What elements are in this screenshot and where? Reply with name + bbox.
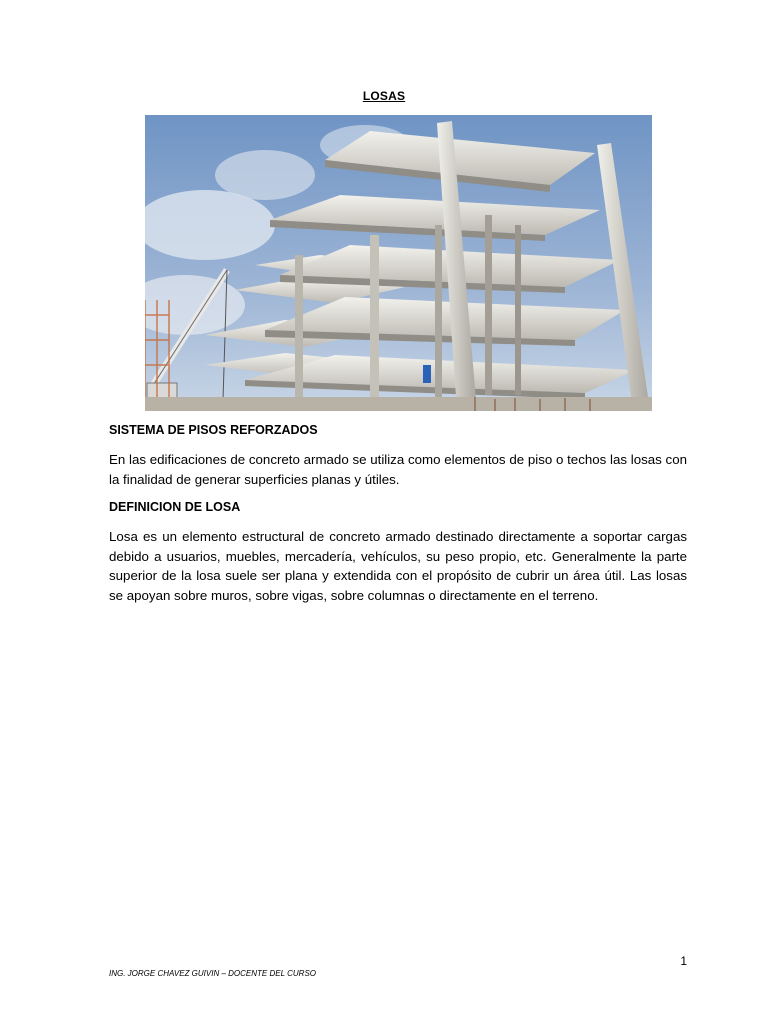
section-heading-pisos: SISTEMA DE PISOS REFORZADOS [109,423,318,437]
page-footer: ING. JORGE CHAVEZ GUIVIN – DOCENTE DEL CURSO [109,969,316,978]
section-paragraph-pisos: En las edificaciones de concreto armado se utiliza como elementos de piso o techos las losas con la finalidad de generar superficies planas y útiles. [109,452,687,487]
section-heading-definicion: DEFINICION DE LOSA [109,500,241,514]
page-title: LOSAS [362,89,406,103]
page-number: 1 [680,954,687,968]
section-paragraph-definicion: Losa es un elemento estructural de concreto armado destinado directamente a soportar cargas debido a usuarios, muebles, mercadería, vehículos, su peso propio, etc. Generalmente la parte superior de la losa suele ser plana y extendida con el propósito de cubrir un área útil. Las losas se apoyan sobre muros, sobre vigas, sobre columnas o directamente en el terreno. [109,529,687,603]
concrete-building-photo [145,115,652,411]
